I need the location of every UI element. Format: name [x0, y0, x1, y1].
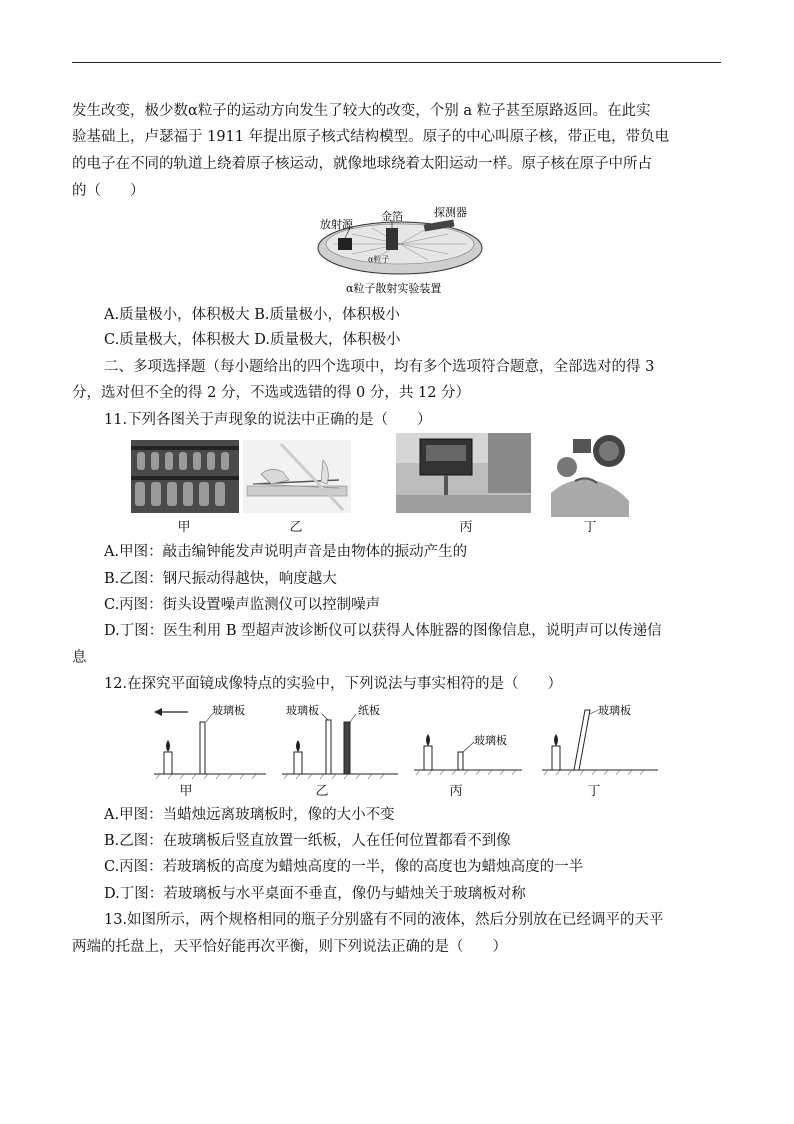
photo-bianzhong: [131, 440, 239, 513]
label-foil: 金箔: [381, 210, 403, 223]
alpha-scattering-figure: [312, 198, 487, 298]
header-rule: [72, 62, 721, 63]
q11-option-c: C.丙图：街头设置噪声监测仪可以控制噪声: [104, 597, 381, 613]
q12-caption-ding: 丁: [587, 784, 601, 799]
q11-caption-jia: 甲: [177, 520, 191, 535]
photo-steel-ruler: [243, 440, 351, 513]
intro-line-4: 的（ ）: [72, 183, 145, 199]
q11-caption-ding: 丁: [583, 520, 597, 535]
q12-caption-yi: 乙: [315, 784, 329, 799]
section2-line-1: 二、多项选择题（每小题给出的四个选项中，均有多个选项符合题意，全部选对的得 3: [104, 359, 655, 375]
q10-option-cd: C.质量极大，体积极大 D.质量极大，体积极小: [104, 332, 401, 348]
q11-option-d: D.丁图：医生利用 B 型超声波诊断仪可以获得人体脏器的图像信息，说明声可以传递信: [104, 623, 662, 639]
q12-stem: 12.在探究平面镜成像特点的实验中，下列说法与事实相符的是（ ）: [104, 676, 563, 692]
mirror-diagram-jia: [150, 700, 270, 782]
intro-line-3: 的电子在不同的轨道上绕着原子核运动，就像地球绕着太阳运动一样。原子核在原子中所占: [72, 156, 652, 172]
mirror-diagram-bing: [410, 700, 526, 782]
intro-line-1: 发生改变，极少数α粒子的运动方向发生了较大的改变，个别 a 粒子甚至原路返回。在此实: [72, 103, 651, 119]
q11-caption-yi: 乙: [289, 520, 303, 535]
q11-caption-bing: 丙: [459, 520, 473, 535]
label-alpha-particle: α粒子: [368, 255, 390, 264]
q10-option-ab: A.质量极小，体积极大 B.质量极小，体积极小: [104, 307, 400, 323]
q12-option-d: D.丁图：若玻璃板与水平桌面不垂直，像仍与蜡烛关于玻璃板对称: [104, 886, 526, 902]
label-source: 放射源: [320, 218, 353, 231]
q12-caption-jia: 甲: [179, 784, 193, 799]
mirror-diagram-yi: [278, 700, 402, 782]
ding-glass-label: 玻璃板: [598, 704, 631, 717]
photo-ultrasound: [545, 433, 631, 517]
source-box: [338, 238, 352, 250]
bing-glass-label: 玻璃板: [474, 734, 507, 747]
gold-foil: [386, 228, 398, 250]
q12-option-a: A.甲图：当蜡烛远离玻璃板时，像的大小不变: [104, 807, 395, 823]
intro-line-2: 验基础上，卢瑟福于 1911 年提出原子核式结构模型。原子的中心叫原子核，带正电，带负电: [72, 129, 670, 145]
yi-glass-label: 玻璃板: [286, 704, 319, 717]
q12-caption-bing: 丙: [449, 784, 463, 799]
yi-card-label: 纸板: [358, 704, 380, 717]
q12-option-b: B.乙图：在玻璃板后竖直放置一纸板，人在任何位置都看不到像: [104, 833, 511, 849]
q13-line-2: 两端的托盘上，天平恰好能再次平衡，则下列说法正确的是（ ）: [72, 939, 507, 955]
q11-option-a: A.甲图：敲击编钟能发声说明声音是由物体的振动产生的: [104, 544, 468, 560]
section2-line-2: 分，选对但不全的得 2 分，不选或选错的得 0 分，共 12 分）: [72, 385, 471, 401]
q11-option-b: B.乙图：钢尺振动得越快，响度越大: [104, 571, 337, 587]
photo-noise-monitor: [396, 433, 531, 513]
q12-option-c: C.丙图：若玻璃板的高度为蜡烛高度的一半，像的高度也为蜡烛高度的一半: [104, 859, 584, 875]
mirror-diagram-ding: [538, 700, 662, 782]
jia-glass-label: 玻璃板: [212, 704, 245, 717]
q11-stem: 11.下列各图关于声现象的说法中正确的是（ ）: [104, 412, 432, 428]
label-detector: 探测器: [434, 206, 467, 219]
q13-line-1: 13.如图所示，两个规格相同的瓶子分别盛有不同的液体，然后分别放在已经调平的天平: [104, 912, 664, 928]
q11-option-d-cont: 息: [72, 650, 87, 666]
fig10-caption: α粒子散射实验装置: [346, 282, 442, 295]
